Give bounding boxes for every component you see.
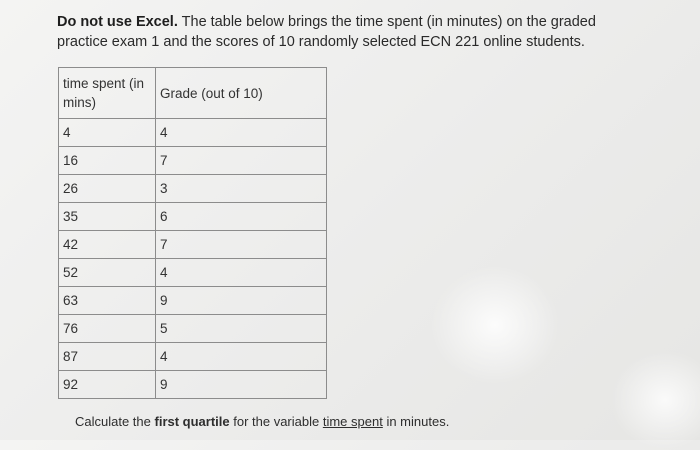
table-row	[59, 343, 327, 371]
cell-grade: 9	[156, 287, 327, 315]
cell-time: 26	[59, 175, 156, 203]
table-row	[59, 259, 327, 287]
table-row	[59, 315, 327, 343]
data-table	[58, 67, 327, 399]
cell-grade: 7	[156, 231, 327, 259]
question-bold: first quartile	[154, 414, 230, 429]
question-text	[75, 414, 449, 429]
question-prefix: Calculate the	[75, 414, 155, 429]
table-row	[59, 147, 327, 175]
cell-time: 35	[59, 203, 156, 231]
question-underlined: time spent	[322, 414, 383, 429]
intro-bold-lead: Do not use Excel.	[57, 14, 178, 30]
table-row	[59, 175, 327, 203]
cell-grade: 4	[156, 259, 327, 287]
question-suffix: in minutes.	[382, 414, 450, 429]
cell-grade: 4	[156, 343, 327, 371]
cell-time: 42	[59, 231, 156, 259]
cell-time: 16	[59, 147, 156, 175]
cell-grade: 5	[156, 315, 327, 343]
cell-time: 76	[59, 315, 156, 343]
table-row	[59, 231, 327, 259]
header-time-spent: time spent (in mins)	[59, 68, 156, 119]
intro-text: The table below brings the time spent (in minutes) on the graded practice exam 1 and the scores of 10 randomly selected ECN 221 online students.	[57, 14, 596, 50]
table-row	[59, 287, 327, 315]
cell-grade: 7	[156, 147, 327, 175]
photo-glare	[610, 350, 700, 450]
cell-time: 4	[59, 119, 156, 147]
cell-grade: 9	[156, 371, 327, 399]
header-grade: Grade (out of 10)	[156, 68, 327, 119]
cell-grade: 6	[156, 203, 327, 231]
cell-time: 52	[59, 259, 156, 287]
cell-grade: 4	[156, 119, 327, 147]
problem-intro	[57, 12, 647, 52]
table-row	[59, 371, 327, 399]
question-middle: for the variable	[229, 414, 323, 429]
photo-glare	[430, 265, 560, 385]
cell-time: 92	[59, 371, 156, 399]
cell-grade: 3	[156, 175, 327, 203]
cell-time: 87	[59, 343, 156, 371]
cell-time: 63	[59, 287, 156, 315]
table-row	[59, 203, 327, 231]
table-header-row	[59, 68, 327, 119]
table-row	[59, 119, 327, 147]
